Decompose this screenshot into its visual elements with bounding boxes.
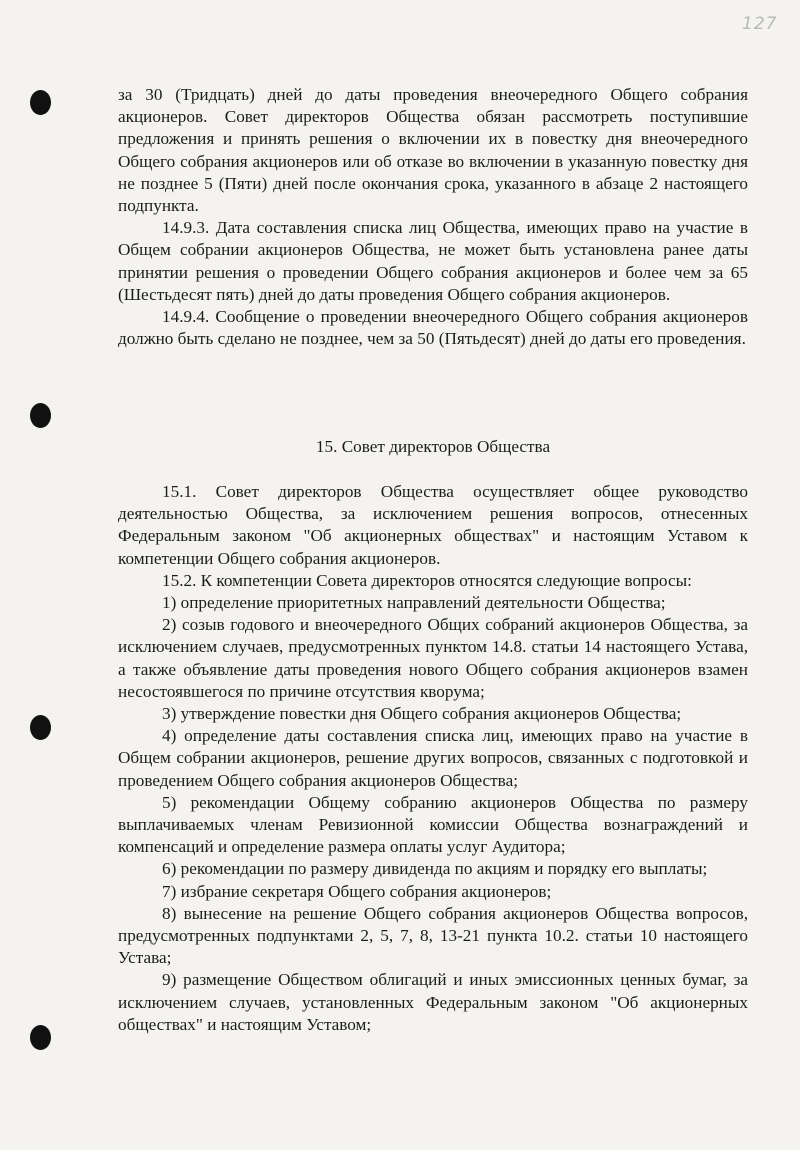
paragraph: 6) рекомендации по размеру дивиденда по акциям и порядку его выплаты; [162,859,708,879]
paragraph: 14.9.4. Сообщение о проведении внеочередного Общего собрания акционеров должно быть сделано не позднее, чем за 50 (Пятьдесят) дней до даты его проведения. [118,307,748,349]
paragraph: 14.9.3. Дата составления списка лиц Общества, имеющих право на участие в Общем собрании акционеров Общества, не может быть установлена ранее даты принятии решения о проведении Общего собрания акционеров и более чем за 65 (Шестьдесят пять) дней до даты проведения Общего собрания акционеров. [118,218,748,304]
paragraph: за 30 (Тридцать) дней до даты проведения внеочередного Общего собрания акционеров. Совет директоров Общества обязан рассмотреть поступившие предложения и принять решения о включении их в повестку дня внеочередного Общего собрания акционеров или об отказе во включении в указанную повестку дня не позднее 5 (Пяти) дней после окончания срока, указанного в абзаце 2 настоящего подпункта. [118,85,748,216]
binder-hole [30,403,51,428]
paragraph: 5) рекомендации Общему собранию акционеров Общества по размеру выплачиваемых членам Ревизионной комиссии Общества вознаграждений и компенсаций и определение размера оплаты услуг Аудитора; [118,792,748,857]
paragraph: 2) созыв годового и внеочередного Общих собраний акционеров Общества, за исключением случаев, предусмотренных пунктом 14.8. статьи 14 настоящего Устава, а также объявление даты проведения нового Общего собрания акционеров взамен несостоявшегося по причине отсутствия кворума; [118,615,748,701]
paragraph: 3) утверждение повестки дня Общего собрания акционеров Общества; [162,704,682,724]
paragraph: 7) избрание секретаря Общего собрания акционеров; [162,881,552,901]
paragraph: 8) вынесение на решение Общего собрания акционеров Общества вопросов, предусмотренных подпунктами 2, 5, 7, 8, 13-21 пункта 10.2. статьи 10 настоящего Устава; [118,903,748,968]
document-body-top [118,84,748,350]
paragraph: 4) определение даты составления списка лиц, имеющих право на участие в Общем собрании акционеров, решение других вопросов, связанных с подготовкой и проведением Общего собрания акционеров Общества; [118,726,748,790]
paragraph: 9) размещение Обществом облигаций и иных эмиссионных ценных бумаг, за исключением случаев, установленных Федеральным законом "Об акционерных обществах" и настоящим Уставом; [118,970,748,1034]
binder-hole [30,90,51,115]
paragraph: 1) определение приоритетных направлений деятельности Общества; [162,593,666,613]
page-number: 127 [742,14,778,34]
document-body-bottom [118,481,748,1036]
paragraph: 15.2. К компетенции Совета директоров относятся следующие вопросы: [162,570,692,590]
binder-hole [30,715,51,740]
binder-hole [30,1025,51,1050]
section-heading: 15. Совет директоров Общества [315,437,551,456]
paragraph: 15.1. Совет директоров Общества осуществляет общее руководство деятельностью Общества, за исключением решения вопросов, отнесенных Федеральным законом "Об акционерных обществах" и настоящим Уставом к компетенции Общего собрания акционеров. [118,482,748,568]
